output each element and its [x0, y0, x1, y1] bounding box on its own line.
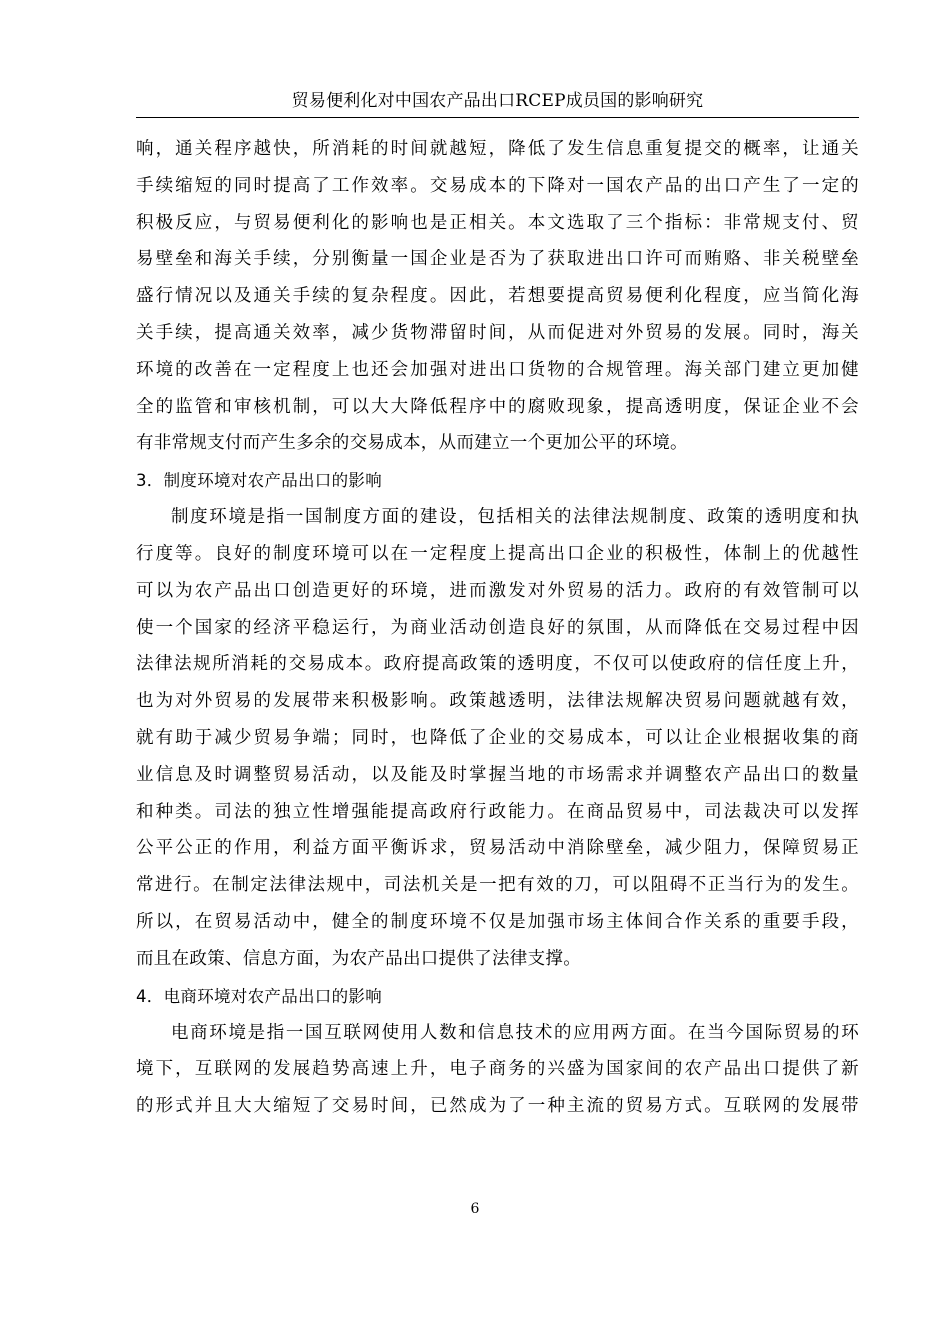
header-divider — [136, 117, 859, 118]
text-line: 业信息及时调整贸易活动，以及能及时掌握当地的市场需求并调整农产品出口的数量 — [136, 764, 859, 785]
text-line: 制度环境是指一国制度方面的建设，包括相关的法律法规制度、政策的透明度和执 — [171, 507, 859, 528]
text-line: 所以，在贸易活动中，健全的制度环境不仅是加强市场主体间合作关系的重要手段， — [136, 911, 859, 932]
paragraph-ecommerce — [136, 1015, 859, 1125]
text-line: 行度等。良好的制度环境可以在一定程度上提高出口企业的积极性，体制上的优越性 — [136, 543, 859, 564]
text-line: 易壁垒和海关手续，分别衡量一国企业是否为了获取进出口许可而贿赂、非关税壁垒 — [136, 249, 859, 270]
text-line: 积极反应，与贸易便利化的影响也是正相关。本文选取了三个指标：非常规支付、贸 — [136, 212, 859, 233]
text-line: 关手续，提高通关效率，减少货物滞留时间，从而促进对外贸易的发展。同时，海关 — [136, 322, 859, 343]
text-line: 全的监管和审核机制，可以大大降低程序中的腐败现象，提高透明度，保证企业不会 — [136, 396, 859, 417]
text-line: 电商环境是指一国互联网使用人数和信息技术的应用两方面。在当今国际贸易的环 — [171, 1022, 859, 1043]
paragraph-customs — [136, 131, 859, 462]
text-line: 公平公正的作用，利益方面平衡诉求，贸易活动中消除壁垒，减少阻力，保障贸易正 — [136, 838, 859, 859]
section-heading-ecommerce: 4．电商环境对农产品出口的影响 — [136, 986, 382, 1006]
text-line: 就有助于减少贸易争端；同时，也降低了企业的交易成本，可以让企业根据收集的商 — [136, 727, 859, 748]
text-line: 使一个国家的经济平稳运行，为商业活动创造良好的氛围，从而降低在交易过程中因 — [136, 617, 859, 638]
text-line: 手续缩短的同时提高了工作效率。交易成本的下降对一国农产品的出口产生了一定的 — [136, 175, 859, 196]
text-line: 和种类。司法的独立性增强能提高政府行政能力。在商品贸易中，司法裁决可以发挥 — [136, 801, 859, 822]
text-line: 可以为农产品出口创造更好的环境，进而激发对外贸易的活力。政府的有效管制可以 — [136, 580, 859, 601]
text-line: 也为对外贸易的发展带来积极影响。政策越透明，法律法规解决贸易问题就越有效， — [136, 691, 859, 712]
section-heading-institutional: 3．制度环境对农产品出口的影响 — [136, 471, 382, 491]
document-body — [136, 131, 859, 1125]
page-number: 6 — [470, 1201, 480, 1217]
text-line: 的形式并且大大缩短了交易时间，已然成为了一种主流的贸易方式。互联网的发展带 — [136, 1096, 859, 1117]
text-line: 法律法规所消耗的交易成本。政府提高政策的透明度，不仅可以使政府的信任度上升， — [136, 654, 859, 675]
text-line: 环境的改善在一定程度上也还会加强对进出口货物的合规管理。海关部门建立更加健 — [136, 359, 859, 380]
page-header-title: 贸易便利化对中国农产品出口RCEP成员国的影响研究 — [291, 91, 704, 111]
text-line: 常进行。在制定法律法规中，司法机关是一把有效的刀，可以阻碍不正当行为的发生。 — [136, 875, 859, 896]
paragraph-institutional — [136, 499, 859, 977]
text-line: 而且在政策、信息方面，为农产品出口提供了法律支撑。 — [136, 948, 581, 969]
text-line: 有非常规支付而产生多余的交易成本，从而建立一个更加公平的环境。 — [136, 433, 688, 454]
text-line: 盛行情况以及通关手续的复杂程度。因此，若想要提高贸易便利化程度，应当简化海 — [136, 286, 859, 307]
text-line: 境下，互联网的发展趋势高速上升，电子商务的兴盛为国家间的农产品出口提供了新 — [136, 1059, 859, 1080]
text-line: 响，通关程序越快，所消耗的时间就越短，降低了发生信息重复提交的概率，让通关 — [136, 139, 859, 159]
